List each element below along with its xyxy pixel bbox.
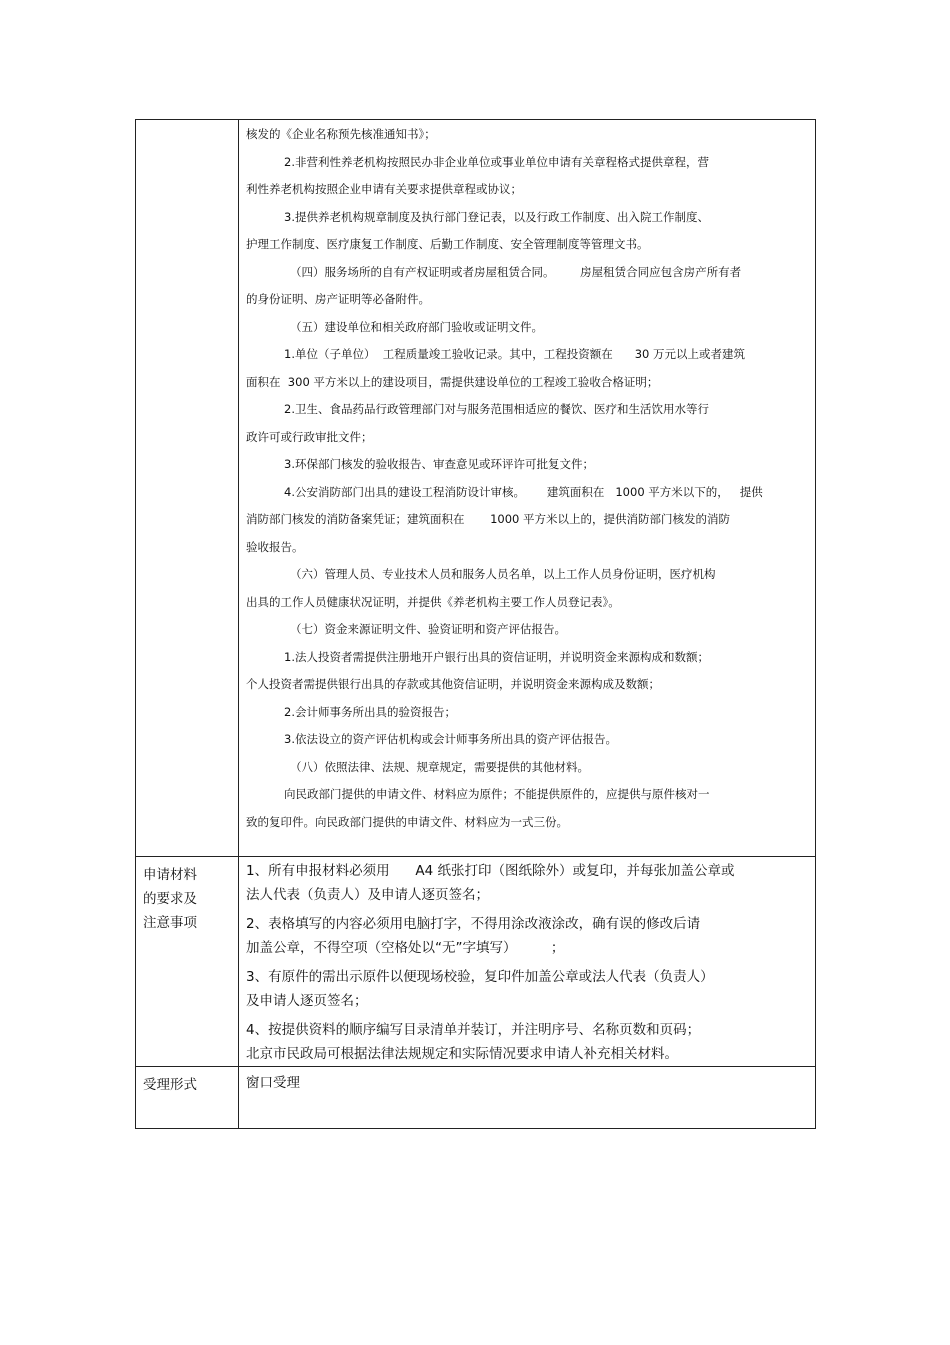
text-line: 消防部门核发的消防备案凭证；建筑面积在 1000 平方米以上的，提供消防部门核发的消防 — [246, 512, 731, 526]
acceptance-form-cell — [239, 1067, 816, 1129]
text-line: 3.提供养老机构规章制度及执行部门登记表，以及行政工作制度、出入院工作制度、 — [284, 209, 709, 224]
section-heading: （八）依照法律、法规、规章规定，需要提供的其他材料。 — [290, 759, 589, 774]
text-line: 面积在 300 平方米以上的建设项目，需提供建设单位的工程竣工验收合格证明； — [246, 374, 659, 389]
label-line: 的要求及 — [143, 891, 197, 907]
text-line: 出具的工作人员健康状况证明，并提供《养老机构主要工作人员登记表》。 — [246, 594, 620, 609]
text-line: 致的复印件。向民政部门提供的申请文件、材料应为一式三份。 — [246, 814, 568, 829]
text-line: 3.环保部门核发的验收报告、审查意见或环评许可批复文件； — [284, 457, 594, 471]
requirements-label — [136, 857, 239, 1067]
text-line: 2.非营利性养老机构按照民办非企业单位或事业单位申请有关章程格式提供章程，营 — [284, 154, 709, 169]
text-line: 1.法人投资者需提供注册地开户银行出具的资信证明，并说明资金来源构成和数额； — [284, 649, 709, 664]
text-line: 2.卫生、食品药品行政管理部门对与服务范围相适应的餐饮、医疗和生活饮用水等行 — [284, 402, 709, 416]
materials-list-cell — [239, 120, 816, 857]
label-line: 注意事项 — [143, 915, 197, 931]
section-heading: （七）资金来源证明文件、验资证明和资产评估报告。 — [290, 622, 566, 636]
row-label — [136, 120, 239, 857]
text-line: 加盖公章，不得空项（空格处以“无”字填写） ； — [246, 939, 565, 956]
text-line: 2.会计师事务所出具的验资报告； — [284, 704, 456, 719]
text-line: 及申请人逐页签名； — [246, 992, 368, 1009]
requirements-cell — [239, 857, 816, 1067]
section-heading: （四）服务场所的自有产权证明或者房屋租赁合同。 房屋租赁合同应包含房产所有者 — [290, 264, 742, 279]
table-row — [136, 857, 816, 1067]
acceptance-form-label: 受理形式 — [136, 1067, 239, 1129]
text-line: 的身份证明、房产证明等必备附件。 — [246, 292, 430, 306]
text-line: 核发的《企业名称预先核准通知书》； — [246, 127, 436, 141]
acceptance-form-value: 窗口受理 — [246, 1075, 300, 1091]
text-line: 1、所有申报材料必须用 A4 纸张打印（图纸除外）或复印，并每张加盖公章或 — [246, 863, 735, 879]
text-line: 3.依法设立的资产评估机构或会计师事务所出具的资产评估报告。 — [284, 732, 617, 746]
text-line: 政许可或行政审批文件； — [246, 429, 373, 444]
text-line: 1.单位（子单位） 工程质量竣工验收记录。其中，工程投资额在 30 万元以上或者建筑 — [284, 347, 746, 361]
label-line: 申请材料 — [143, 867, 197, 883]
text-line: 护理工作制度、医疗康复工作制度、后勤工作制度、安全管理制度等管理文书。 — [246, 237, 649, 251]
text-line: 北京市民政局可根据法律法规规定和实际情况要求申请人补充相关材料。 — [246, 1045, 678, 1062]
table-row — [136, 1067, 816, 1129]
section-heading: （五）建设单位和相关政府部门验收或证明文件。 — [290, 319, 543, 334]
text-line: 4、按提供资料的顺序编写目录清单并装订，并注明序号、名称页数和页码； — [246, 1022, 701, 1038]
text-line: 向民政部门提供的申请文件、材料应为原件；不能提供原件的，应提供与原件核对一 — [284, 787, 710, 801]
text-line: 4.公安消防部门出具的建设工程消防设计审核。 建筑面积在 1000 平方米以下的， 提供 — [284, 484, 763, 499]
text-line: 法人代表（负责人）及申请人逐页签名； — [246, 886, 489, 903]
section-heading: （六）管理人员、专业技术人员和服务人员名单，以上工作人员身份证明，医疗机构 — [290, 567, 716, 581]
text-line: 2、表格填写的内容必须用电脑打字，不得用涂改液涂改，确有误的修改后请 — [246, 916, 701, 932]
text-line: 个人投资者需提供银行出具的存款或其他资信证明，并说明资金来源构成及数额； — [246, 677, 660, 691]
text-line: 利性养老机构按照企业申请有关要求提供章程或协议； — [246, 182, 522, 196]
text-line: 3、有原件的需出示原件以便现场校验，复印件加盖公章或法人代表（负责人） — [246, 969, 714, 985]
text-line: 验收报告。 — [246, 539, 304, 554]
requirements-table — [135, 119, 816, 1129]
table-row — [136, 120, 816, 857]
